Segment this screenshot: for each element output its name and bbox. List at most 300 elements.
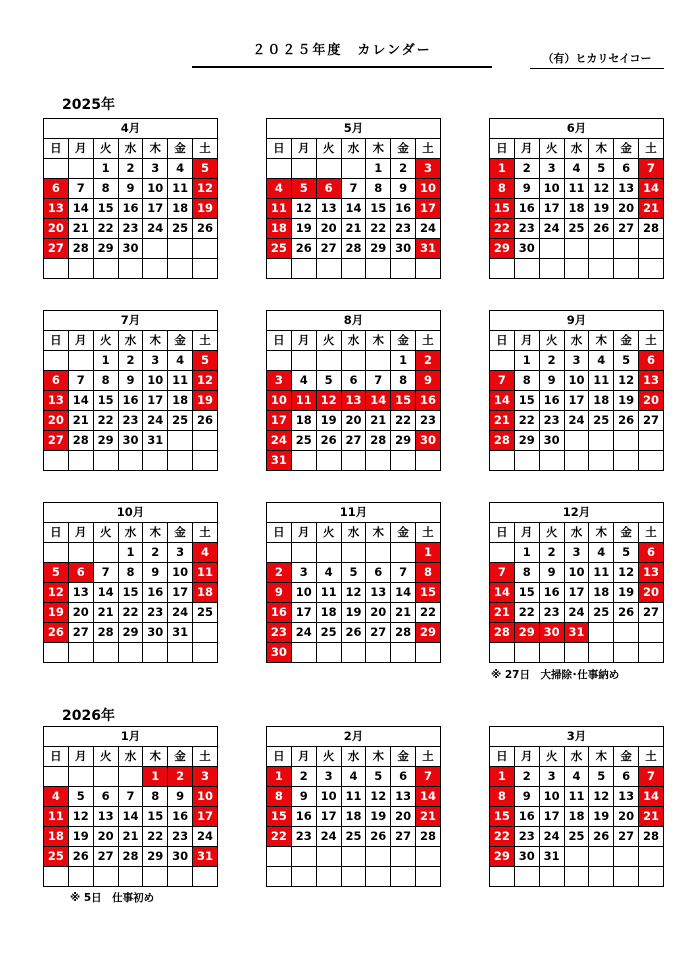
empty-cell	[514, 643, 539, 663]
week-row	[490, 239, 664, 259]
day-cell: 22	[93, 411, 118, 431]
day-cell: 14	[93, 583, 118, 603]
year-label-2026: 2026年	[62, 708, 115, 724]
month-december	[489, 502, 664, 663]
empty-cell	[44, 543, 69, 563]
day-cell: 16	[514, 199, 539, 219]
day-cell: 19	[614, 391, 639, 411]
holiday-cell: 10	[416, 179, 441, 199]
holiday-cell: 22	[267, 827, 292, 847]
holiday-cell: 17	[193, 807, 218, 827]
holiday-cell: 28	[490, 623, 515, 643]
weekday-label: 水	[564, 747, 589, 767]
week-row	[267, 371, 441, 391]
holiday-cell: 29	[490, 847, 515, 867]
day-cell: 15	[93, 391, 118, 411]
holiday-cell: 12	[193, 371, 218, 391]
empty-cell	[68, 543, 93, 563]
holiday-cell: 4	[267, 179, 292, 199]
day-cell: 1	[514, 543, 539, 563]
month-march	[489, 726, 664, 887]
day-cell: 1	[118, 543, 143, 563]
day-cell: 4	[564, 159, 589, 179]
day-cell: 13	[316, 199, 341, 219]
year-label-2025: 2025年	[62, 97, 115, 113]
day-cell: 25	[168, 411, 193, 431]
month-table	[266, 310, 441, 471]
day-cell: 6	[614, 159, 639, 179]
holiday-cell: 2	[416, 351, 441, 371]
day-cell: 30	[168, 847, 193, 867]
day-cell: 12	[291, 199, 316, 219]
day-cell: 8	[143, 787, 168, 807]
day-cell: 9	[514, 787, 539, 807]
day-cell: 22	[118, 603, 143, 623]
day-cell: 22	[366, 219, 391, 239]
empty-cell	[589, 847, 614, 867]
day-cell: 24	[143, 219, 168, 239]
day-cell: 31	[539, 847, 564, 867]
week-row	[267, 643, 441, 663]
month-table	[489, 726, 664, 887]
day-cell: 4	[341, 767, 366, 787]
holiday-cell: 25	[267, 239, 292, 259]
weekday-label: 月	[291, 523, 316, 543]
weekday-label: 土	[416, 747, 441, 767]
empty-cell	[68, 451, 93, 471]
empty-cell	[68, 767, 93, 787]
day-cell: 19	[589, 807, 614, 827]
day-cell: 23	[539, 411, 564, 431]
empty-cell	[291, 259, 316, 279]
week-row	[44, 827, 218, 847]
day-cell: 1	[93, 159, 118, 179]
month-name: 1月	[44, 727, 218, 747]
day-cell: 26	[589, 219, 614, 239]
empty-cell	[589, 867, 614, 887]
holiday-cell: 29	[416, 623, 441, 643]
weekday-label: 日	[267, 523, 292, 543]
empty-cell	[490, 259, 515, 279]
weekday-label: 金	[391, 331, 416, 351]
day-cell: 26	[193, 411, 218, 431]
day-cell: 31	[143, 431, 168, 451]
empty-cell	[539, 451, 564, 471]
day-cell: 27	[391, 827, 416, 847]
empty-cell	[44, 351, 69, 371]
month-name: 11月	[267, 503, 441, 523]
empty-cell	[614, 239, 639, 259]
week-row	[267, 411, 441, 431]
holiday-cell: 23	[267, 623, 292, 643]
holiday-cell: 15	[267, 807, 292, 827]
holiday-cell: 14	[366, 391, 391, 411]
holiday-cell: 21	[490, 603, 515, 623]
day-cell: 27	[366, 623, 391, 643]
holiday-cell: 31	[564, 623, 589, 643]
day-cell: 25	[564, 219, 589, 239]
week-row	[490, 371, 664, 391]
week-row	[267, 867, 441, 887]
day-cell: 15	[93, 199, 118, 219]
weekday-label: 日	[490, 523, 515, 543]
week-row	[490, 603, 664, 623]
weekday-label: 水	[564, 523, 589, 543]
empty-cell	[639, 239, 664, 259]
empty-cell	[267, 543, 292, 563]
month-august	[266, 310, 441, 471]
week-row	[267, 239, 441, 259]
day-cell: 25	[291, 431, 316, 451]
weekday-label: 木	[589, 523, 614, 543]
day-cell: 17	[564, 391, 589, 411]
weekday-label: 火	[93, 139, 118, 159]
day-cell: 21	[366, 411, 391, 431]
week-row	[267, 583, 441, 603]
day-cell: 24	[416, 219, 441, 239]
day-cell: 9	[168, 787, 193, 807]
holiday-cell: 11	[291, 391, 316, 411]
day-cell: 30	[514, 847, 539, 867]
day-cell: 23	[539, 603, 564, 623]
empty-cell	[291, 847, 316, 867]
empty-cell	[589, 451, 614, 471]
weekday-label: 月	[291, 747, 316, 767]
day-cell: 2	[514, 767, 539, 787]
week-row	[267, 767, 441, 787]
day-cell: 2	[539, 543, 564, 563]
empty-cell	[490, 351, 515, 371]
day-cell: 2	[118, 159, 143, 179]
day-cell: 25	[341, 827, 366, 847]
weekday-label: 金	[168, 139, 193, 159]
day-cell: 3	[291, 563, 316, 583]
empty-cell	[564, 259, 589, 279]
weekday-label: 土	[193, 523, 218, 543]
week-row	[267, 259, 441, 279]
empty-cell	[44, 867, 69, 887]
day-cell: 1	[366, 159, 391, 179]
week-row	[490, 767, 664, 787]
week-row	[44, 391, 218, 411]
day-cell: 1	[391, 351, 416, 371]
week-row	[267, 391, 441, 411]
week-row	[44, 431, 218, 451]
day-cell: 6	[366, 563, 391, 583]
day-cell: 2	[291, 767, 316, 787]
holiday-cell: 20	[639, 583, 664, 603]
holiday-cell: 16	[267, 603, 292, 623]
week-row	[490, 431, 664, 451]
weekday-label: 木	[589, 139, 614, 159]
empty-cell	[564, 643, 589, 663]
weekday-label: 木	[366, 139, 391, 159]
empty-cell	[639, 847, 664, 867]
day-cell: 24	[539, 219, 564, 239]
empty-cell	[68, 643, 93, 663]
day-cell: 27	[93, 847, 118, 867]
weekday-label: 月	[291, 139, 316, 159]
day-cell: 3	[539, 159, 564, 179]
empty-cell	[168, 431, 193, 451]
day-cell: 20	[341, 411, 366, 431]
day-cell: 13	[614, 787, 639, 807]
holiday-cell: 8	[490, 179, 515, 199]
holiday-cell: 11	[44, 807, 69, 827]
week-row	[44, 219, 218, 239]
day-cell: 26	[316, 431, 341, 451]
weekday-label: 水	[564, 331, 589, 351]
day-cell: 15	[514, 583, 539, 603]
month-name: 10月	[44, 503, 218, 523]
month-name: 12月	[490, 503, 664, 523]
empty-cell	[316, 159, 341, 179]
day-cell: 25	[589, 411, 614, 431]
day-cell: 24	[316, 827, 341, 847]
empty-cell	[291, 643, 316, 663]
month-table	[43, 726, 218, 887]
day-cell: 7	[68, 371, 93, 391]
january-note: ※ 5日 仕事初め	[70, 892, 155, 904]
weekday-label: 日	[267, 139, 292, 159]
holiday-cell: 15	[391, 391, 416, 411]
week-row	[44, 603, 218, 623]
empty-cell	[564, 239, 589, 259]
holiday-cell: 6	[44, 179, 69, 199]
empty-cell	[291, 351, 316, 371]
holiday-cell: 1	[490, 159, 515, 179]
holiday-cell: 30	[539, 623, 564, 643]
day-cell: 24	[193, 827, 218, 847]
holiday-cell: 14	[490, 391, 515, 411]
empty-cell	[416, 643, 441, 663]
holiday-cell: 15	[490, 807, 515, 827]
holiday-cell: 14	[490, 583, 515, 603]
holiday-cell: 13	[44, 199, 69, 219]
weekday-label: 土	[639, 747, 664, 767]
month-name: 9月	[490, 311, 664, 331]
day-cell: 18	[291, 411, 316, 431]
day-cell: 12	[366, 787, 391, 807]
weekday-label: 火	[316, 747, 341, 767]
month-table	[266, 118, 441, 279]
company-name: （有）ヒカリセイコー	[530, 52, 664, 69]
holiday-cell: 14	[639, 179, 664, 199]
holiday-cell: 19	[44, 603, 69, 623]
empty-cell	[614, 643, 639, 663]
holiday-cell: 8	[416, 563, 441, 583]
day-cell: 30	[391, 239, 416, 259]
day-cell: 9	[539, 563, 564, 583]
empty-cell	[391, 451, 416, 471]
empty-cell	[614, 847, 639, 867]
day-cell: 3	[316, 767, 341, 787]
day-cell: 8	[93, 179, 118, 199]
week-row	[267, 431, 441, 451]
day-cell: 9	[118, 371, 143, 391]
day-cell: 17	[564, 583, 589, 603]
week-row	[490, 827, 664, 847]
weekday-label: 木	[143, 523, 168, 543]
weekday-label: 土	[193, 139, 218, 159]
weekday-label: 月	[514, 523, 539, 543]
day-cell: 30	[143, 623, 168, 643]
month-table	[489, 310, 664, 471]
empty-cell	[589, 239, 614, 259]
empty-cell	[589, 643, 614, 663]
day-cell: 21	[93, 603, 118, 623]
empty-cell	[68, 159, 93, 179]
week-row	[490, 807, 664, 827]
day-cell: 2	[143, 543, 168, 563]
day-cell: 1	[514, 351, 539, 371]
holiday-cell: 2	[168, 767, 193, 787]
empty-cell	[168, 259, 193, 279]
weekday-label: 月	[291, 331, 316, 351]
empty-cell	[564, 431, 589, 451]
week-row	[267, 603, 441, 623]
day-cell: 22	[391, 411, 416, 431]
empty-cell	[291, 867, 316, 887]
holiday-cell: 29	[490, 239, 515, 259]
day-cell: 24	[291, 623, 316, 643]
day-cell: 19	[366, 807, 391, 827]
day-cell: 24	[143, 411, 168, 431]
week-row	[267, 543, 441, 563]
empty-cell	[168, 867, 193, 887]
weekday-label: 木	[143, 139, 168, 159]
day-cell: 16	[514, 807, 539, 827]
day-cell: 5	[589, 159, 614, 179]
day-cell: 18	[589, 391, 614, 411]
day-cell: 2	[539, 351, 564, 371]
day-cell: 27	[341, 431, 366, 451]
day-cell: 23	[416, 411, 441, 431]
day-cell: 13	[366, 583, 391, 603]
empty-cell	[291, 543, 316, 563]
weekday-label: 金	[614, 523, 639, 543]
day-cell: 14	[341, 199, 366, 219]
empty-cell	[316, 351, 341, 371]
day-cell: 9	[514, 179, 539, 199]
week-row	[490, 391, 664, 411]
day-cell: 27	[639, 603, 664, 623]
month-table	[43, 502, 218, 663]
month-september	[489, 310, 664, 471]
weekday-label: 火	[539, 747, 564, 767]
day-cell: 27	[68, 623, 93, 643]
weekday-label: 木	[143, 747, 168, 767]
day-cell: 16	[118, 391, 143, 411]
week-row	[44, 807, 218, 827]
day-cell: 3	[143, 351, 168, 371]
day-cell: 25	[193, 603, 218, 623]
day-cell: 20	[391, 807, 416, 827]
empty-cell	[93, 867, 118, 887]
week-row	[44, 767, 218, 787]
weekday-label: 金	[168, 523, 193, 543]
day-cell: 13	[93, 807, 118, 827]
weekday-label: 金	[391, 139, 416, 159]
month-february	[266, 726, 441, 887]
day-cell: 10	[143, 179, 168, 199]
week-row	[490, 787, 664, 807]
month-july	[43, 310, 218, 471]
day-cell: 27	[614, 219, 639, 239]
day-cell: 26	[193, 219, 218, 239]
day-cell: 15	[366, 199, 391, 219]
day-cell: 17	[291, 603, 316, 623]
empty-cell	[143, 451, 168, 471]
day-cell: 22	[514, 411, 539, 431]
day-cell: 7	[391, 563, 416, 583]
day-cell: 8	[514, 371, 539, 391]
empty-cell	[514, 451, 539, 471]
weekday-label: 金	[614, 331, 639, 351]
holiday-cell: 11	[193, 563, 218, 583]
holiday-cell: 31	[193, 847, 218, 867]
empty-cell	[143, 239, 168, 259]
holiday-cell: 7	[490, 563, 515, 583]
day-cell: 30	[118, 431, 143, 451]
empty-cell	[341, 159, 366, 179]
month-table	[266, 726, 441, 887]
empty-cell	[391, 847, 416, 867]
weekday-label: 土	[193, 747, 218, 767]
day-cell: 16	[168, 807, 193, 827]
month-name: 4月	[44, 119, 218, 139]
empty-cell	[589, 623, 614, 643]
week-row	[267, 847, 441, 867]
day-cell: 2	[391, 159, 416, 179]
holiday-cell: 21	[639, 199, 664, 219]
holiday-cell: 13	[341, 391, 366, 411]
day-cell: 8	[118, 563, 143, 583]
weekday-label: 土	[416, 523, 441, 543]
empty-cell	[267, 847, 292, 867]
holiday-cell: 21	[416, 807, 441, 827]
empty-cell	[118, 451, 143, 471]
day-cell: 10	[539, 787, 564, 807]
empty-cell	[416, 451, 441, 471]
empty-cell	[143, 259, 168, 279]
holiday-cell: 30	[416, 431, 441, 451]
month-name: 8月	[267, 311, 441, 331]
week-row	[44, 583, 218, 603]
weekday-label: 金	[168, 747, 193, 767]
day-cell: 18	[341, 807, 366, 827]
day-cell: 7	[341, 179, 366, 199]
week-row	[490, 867, 664, 887]
week-row	[490, 847, 664, 867]
holiday-cell: 11	[267, 199, 292, 219]
day-cell: 23	[291, 827, 316, 847]
holiday-cell: 12	[316, 391, 341, 411]
day-cell: 21	[68, 219, 93, 239]
holiday-cell: 27	[44, 431, 69, 451]
day-cell: 4	[291, 371, 316, 391]
week-row	[490, 219, 664, 239]
holiday-cell: 21	[490, 411, 515, 431]
day-cell: 29	[143, 847, 168, 867]
empty-cell	[168, 643, 193, 663]
empty-cell	[366, 351, 391, 371]
empty-cell	[539, 867, 564, 887]
empty-cell	[316, 543, 341, 563]
day-cell: 6	[341, 371, 366, 391]
empty-cell	[93, 643, 118, 663]
empty-cell	[316, 847, 341, 867]
